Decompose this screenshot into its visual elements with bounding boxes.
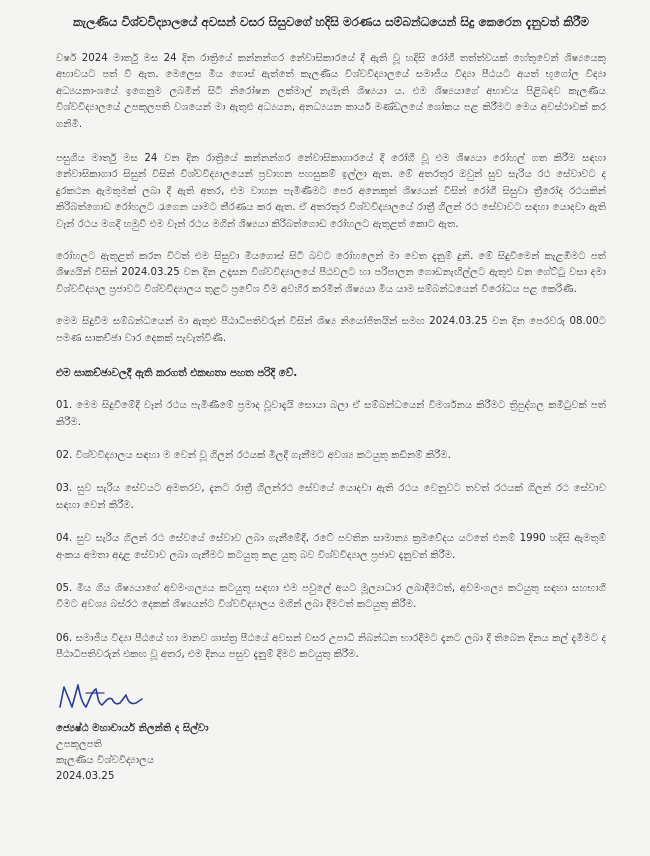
agreement-item-04: 04. සුව සැරිය ගිලන් රථ සේවයේ සේවාව ලබා ගැනීමේදී, රටේ පවතින සාමාන්‍ය ක්‍රමවේදය යටතේ එනම් 1990 හදිසි ඇමතුම් අංකය අමතා අදාළ සේවාව ලබා ගැනීමට කටයුතු කළ යුතු බව විශ්වවිද්‍යාල ප්‍රජාව දැනුවත් කිරීම.	[56, 533, 606, 561]
paragraph-incident: පසුගිය මාර්තු මස 24 වන දින රාත්‍රියේ කන්නන්ගර නේවාසිකාගාරයේ දී රෝගී වූ එම ශිෂ්‍යයා රෝහල් ගත කිරීම සඳහා නේවාසිකාගාර සිසුන් විසින් විශ්වවිද්‍යාලයෙන් ප්‍රවාහන පහසුකම් ඉල්ලා ඇත. මේ අතරතුර ඔවුන් සුව සැරිය රථ සේවාවට ද දුරකථන ඇමතුමක් ලබා දී ඇති අතර, එම වාහන පැමිණීමට පෙර අනෙකුත් ශිෂ්‍යයන් විසින් රෝගී සිසුවා ත්‍රීරෝද රථයකින් කිරිබත්ගොඩ රෝහලට රැගෙන යාමට තීරණය කර ඇත. ඒ අතරතුර විශ්වවිද්‍යාලයේ රාත්‍රී ගිලන් රථ සේවාවට සඳහා යොදවා ඇති වෑන් රථය මගදී හමුවී එම වෑන් රථය මගින් ශිෂ්‍යයා කිරිබත්ගොඩ රෝහලට ඇතුළත් කොට ඇත.	[56, 153, 606, 230]
document-title: කැලණිය විශ්වවිද්‍යාලයේ අවසන් වසර සිසුවගේ හදිසි මරණය සම්බන්ධයෙන් සිදු කෙරෙන දැනුවත් කිරීම	[73, 15, 589, 29]
agreement-item-01: 01. මෙම සිදුවීමේදී වෑන් රථය පැමිණීමේ ප්‍රමාද වූවාදැයි සොයා බලා ඒ සම්බන්ධයෙන් විමර්ශනය කිරීමට ත්‍රිපුද්ගල කමිටුවක් පත් කිරීම.	[56, 400, 606, 428]
signatory-position: උපකුලපති	[56, 738, 102, 750]
paragraph-discussion: මෙම සිදුවීම සම්බන්ධයෙන් මා ඇතුළු පීඨාධිපතිවරුන් විසින් ශිෂ්‍ය නියෝජිතයින් සමඟ 2024.03.25 වන දින පෙරවරු 08.00ට පමණ සාකච්ඡා වාර දෙකක් පැවැත්විණි.	[56, 316, 606, 344]
paragraph-intro: වර්ෂ 2024 මාර්තු මස 24 දින රාත්‍රියේ කන්නන්ගර නේවාසිකාරයේ දී ඇති වූ හදිසි රෝගී තත්ත්වයක් හේතුවෙන් ශිෂ්‍යයෙකු අභාවයට පත් වී ඇත. මෙලෙස මිය ගොස් ඇත්තේ කැලණිය විශ්වවිද්‍යාලයේ සමාජීය විද්‍යා පීඨයට අයත් භූගෝල විද්‍යා අධ්‍යයනාංශයේ ඉගෙනුම ලබමින් සිටි නිරෝෂන ලක්මාල් නැමැති ශිෂ්‍යයා ය. එම ශිෂ්‍යයාගේ අභාවය පිළිබඳව කැලණිය විශ්වවිද්‍යාලයේ උපකුලපති වශයෙන් මා ඇතුළු අධ්‍යයන, අනධ්‍යයන කාර්ය මණ්ඩලයේ ශෝකය පළ කිරීමට මෙය අවස්ථාවක් කර ගනිමි.	[56, 53, 606, 130]
agreement-item-03: 03. සුව සැරිය සේවයට අමතරව, දැනට රාත්‍රී ගිලන්රථ සේවයේ යොදවා ඇති රථය වෙනුවට තවත් රථයක් ගිලන් රථ සේවාව සඳහා වෙන් කිරීම.	[56, 483, 606, 511]
agreement-item-02: 02. විශ්වවිද්‍යාලය සඳහා ම වෙන් වූ ගිලන් රථයක් මිලදී ගැනීමට අවශ්‍ය කටයුතු කඩිනම් කිරීම.	[56, 449, 451, 461]
signatory-name: ජ්‍යෙෂ්ඨ මහාචාර්ය නිලන්ති ද සිල්වා	[56, 722, 209, 734]
agreements-heading: එම සාකච්ඡාවලදී ඇති කරගත් එකඟතා පහත පරිදි වේ.	[56, 367, 298, 380]
paragraph-protest: රෝහලට ඇතුළත් කරන විටත් එම සිසුවා මියගොස් සිටි බවට රෝහලෙන් මා වෙත දැනුම් දුනි. මේ සිදුවීමෙන් කැළඹීමට පත් ශිෂ්‍යයින් විසින් 2024.03.25 වන දින උදෑසන විශ්වවිද්‍යාලයේ පීඨවලට හා පරිපාලන ගොඩනැඟිල්ලට ඇතුළු වන ගේට්ටු වසා දමා විශ්වවිද්‍යාල ප්‍රජාවට විශ්වවිද්‍යාලය තුළට ප්‍රවේශ වීම අවහිර කරමින් ශිෂ්‍යයා මිය යාම සම්බන්ධයෙන් විරෝධය පළ කෙරිණි.	[56, 251, 606, 295]
handwritten-signature	[56, 681, 146, 715]
agreement-item-06: 06. සමාජීය විද්‍යා පීඨයේ හා මානව ශාස්ත්‍ර පීඨයේ අවසන් වසර උපාධි නිබන්ධන භාරදීමට දැනට ලබා දී තිබෙන දිනය කල් දැමීමට ද පීඨාධිපතිවරුන් එකඟ වූ අතර, එම දිනය පසුව දැනුම් දීමට කටයුතු කිරීම.	[56, 632, 606, 661]
signatory-institution: කැලණිය විශ්වවිද්‍යාලය	[56, 754, 155, 766]
letter-date: 2024.03.25	[56, 770, 115, 782]
signature-block	[56, 681, 606, 785]
agreement-item-05: 05. මිය ගිය ශිෂ්‍යයාගේ අවමංගල්‍යය කටයුතු සඳහා එම පවුලේ අයට මූල්‍යාධාර ලබාදීමටත්, අවමංගල්‍ය කටයුතු සඳහා සහභාගී වීමට අවශ්‍ය බස්රථ දෙකක් ශිෂ්‍යයන්ට විශ්වවිද්‍යාලය මගින් ලබා දීමටත් කටයුතු කිරීම.	[56, 582, 606, 611]
